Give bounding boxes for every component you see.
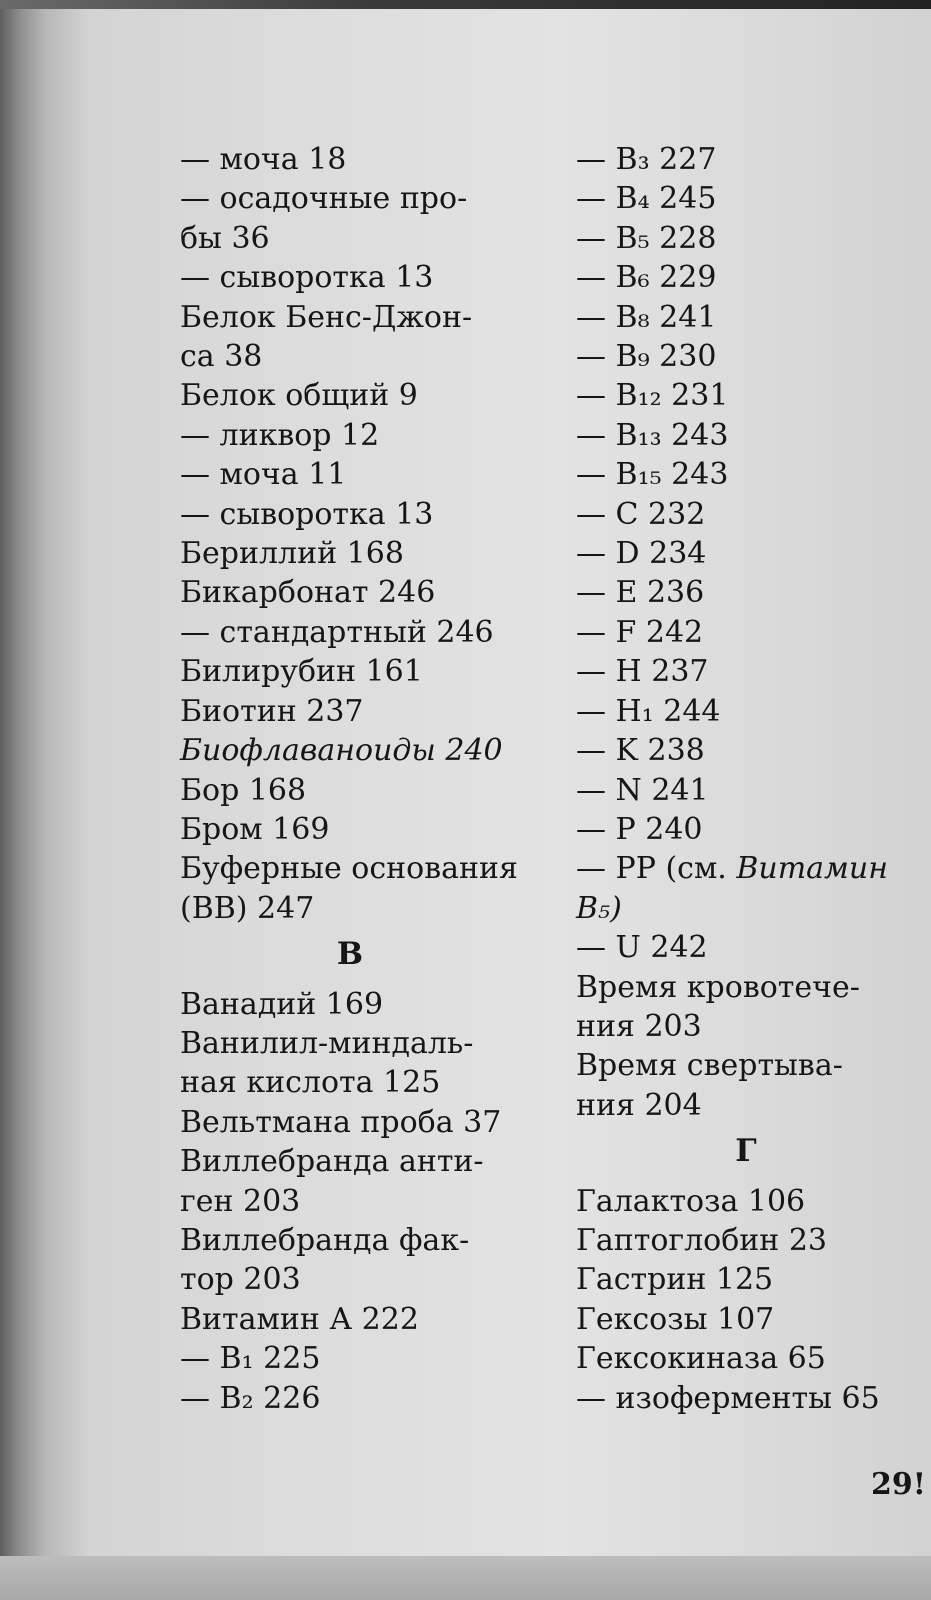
index-entry: — B₉ 230 [576, 339, 717, 375]
index-entry: (ВВ) 247 [180, 890, 315, 926]
index-entry: ген 203 [180, 1183, 301, 1219]
index-entry: са 38 [180, 339, 263, 375]
index-entry: — C 232 [576, 496, 706, 532]
index-entry: — B₁ 225 [180, 1341, 321, 1377]
index-entry: Бром 169 [180, 811, 330, 847]
index-entry: — H₁ 244 [576, 693, 721, 729]
index-entry: — сыворотка 13 [180, 496, 434, 532]
top-edge-shadow [0, 0, 931, 9]
index-entry: — сыворотка 13 [180, 260, 434, 296]
index-entry: — E 236 [576, 575, 705, 611]
index-entry: ния 203 [576, 1008, 702, 1044]
index-entry: — осадочные про- [180, 181, 468, 217]
index-column-right [576, 140, 931, 1418]
index-entry: Белок общий 9 [180, 378, 418, 414]
index-entry: Билирубин 161 [180, 654, 423, 690]
index-entry: Время свертыва- [576, 1048, 843, 1084]
index-entry: — B₁₃ 243 [576, 417, 729, 453]
page-number: 29! [871, 1467, 926, 1502]
index-entry: Белок Бенс-Джон- [180, 299, 473, 335]
index-entry: — стандартный 246 [180, 614, 494, 650]
index-entry: Ванилил-миндаль- [180, 1025, 474, 1061]
index-entry: Гаптоглобин 23 [576, 1222, 828, 1258]
index-entry: Бор 168 [180, 772, 307, 808]
index-entry: — PP (см. Витамин [576, 851, 889, 887]
index-entry: Бикарбонат 246 [180, 575, 436, 611]
index-entry: Ванадий 169 [180, 986, 384, 1022]
index-entry: Биотин 237 [180, 693, 364, 729]
section-letter: В [336, 936, 364, 973]
index-entry: Бериллий 168 [180, 536, 404, 572]
index-entry: — B₆ 229 [576, 260, 717, 296]
index-entry: — B₅ 228 [576, 220, 717, 256]
index-entry: Витамин А 222 [180, 1301, 419, 1337]
section-letter: Г [735, 1133, 757, 1170]
index-entry: — B₈ 241 [576, 299, 717, 335]
index-entry: бы 36 [180, 220, 270, 256]
index-entry: — D 234 [576, 536, 707, 572]
index-entry: Виллебранда фак- [180, 1222, 470, 1258]
index-entry: Галактоза 106 [576, 1183, 806, 1219]
index-entry: — F 242 [576, 614, 704, 650]
index-column-left [180, 140, 540, 1418]
index-entry: — B₃ 227 [576, 142, 717, 177]
index-entry: Буферные основания [180, 851, 518, 887]
index-entry: тор 203 [180, 1262, 301, 1298]
index-entry: — моча 11 [180, 457, 347, 493]
index-entry: — моча 18 [180, 142, 347, 177]
index-entry: — K 238 [576, 733, 705, 769]
index-entry: Виллебранда анти- [180, 1144, 484, 1180]
index-entry: ния 204 [576, 1087, 702, 1123]
index-entry: Гексозы 107 [576, 1301, 775, 1337]
index-entry: — N 241 [576, 772, 709, 808]
index-entry: Время кровотече- [576, 969, 860, 1005]
index-entry: — B₂ 226 [180, 1380, 321, 1416]
index-entry: — B₄ 245 [576, 181, 717, 217]
index-entry: ная кислота 125 [180, 1065, 441, 1101]
index-entry: — U 242 [576, 930, 708, 966]
index-entry: — H 237 [576, 654, 709, 690]
index-entry: B₅) [576, 890, 622, 926]
index-entry: Вельтмана проба 37 [180, 1104, 502, 1140]
bottom-edge [0, 1556, 931, 1600]
index-entry: — ликвор 12 [180, 417, 380, 453]
italic-reference: Витамин [736, 851, 889, 887]
index-entry: Гексокиназа 65 [576, 1341, 826, 1377]
index-entry: — изоферменты 65 [576, 1380, 880, 1416]
index-entry: — P 240 [576, 811, 703, 847]
index-entry: Гастрин 125 [576, 1262, 774, 1298]
index-entry: — B₁₂ 231 [576, 378, 729, 414]
index-entry: Биофлаваноиды 240 [180, 733, 503, 769]
index-entry: — B₁₅ 243 [576, 457, 729, 493]
